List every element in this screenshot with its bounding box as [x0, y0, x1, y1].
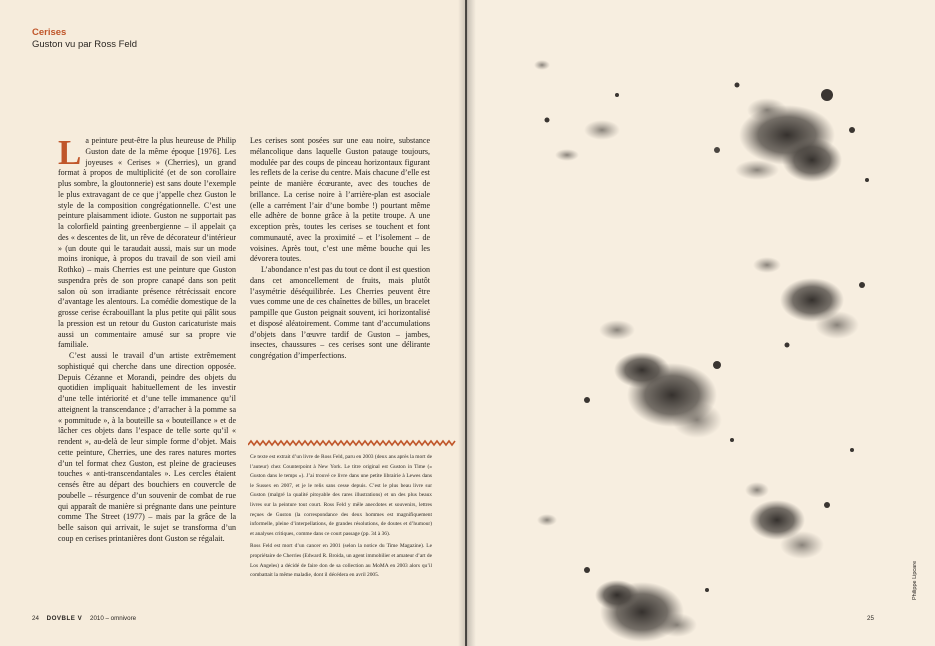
right-page	[467, 0, 935, 646]
page-gutter	[458, 0, 476, 646]
drop-cap: L	[58, 133, 82, 172]
article-subtitle: Guston vu par Ross Feld	[32, 39, 138, 50]
text-column-1	[58, 133, 236, 545]
right-page-number: 25	[867, 615, 874, 622]
note-paragraph-2: Ross Feld est mort d’un cancer en 2001 (selon la notice du Time Magazine). Le propriétaire de Cherries (Edward R. Broida, un agent immobilier et amateur d’art de Los Angeles) a décidé de faire don de sa collection au MoMA en 2003 alors qu’il combattait la même maladie, dont il décédera en avril 2005.	[250, 543, 432, 579]
splatter-lower-right	[745, 448, 854, 559]
left-page-number: 24	[32, 615, 39, 622]
issue-label: 2010 – omnivore	[90, 615, 137, 622]
paragraph-4: L’abondance n’est pas du tout ce dont il est question dans cet amoncellement de fruits, mais plutôt l’asymétrie déséquilibrée. Les Cherries peuvent être vues comme une de ces chaînettes de billes, un bracelet pampille que Guston peignait souvent, ici horizontalisé et disposé aléatoirement. Comme tant d’accumulations d’objets dans l’œuvre tardif de Guston – jambes, insectes, chaussures – ces cerises sont une délirante congrégation d’imperfections.	[250, 265, 430, 360]
note-paragraph-1: Ce texte est extrait d’un livre de Ross Feld, paru en 2003 (deux ans après la mort de l’auteur) chez Counterpoint à New York. Le titre original est Guston in Time (« Guston dans le temps »). J’ai trouvé ce livre dans une petite librairie à Lewes dans le Sussex en 2007, et je le relis sans cesse depuis. C’est le plus beau livre sur Guston (malgré la qualité pitoyable des rares illustrations) et un des plus beaux livres sur la peinture tout court. Ross Feld y mêle anecdotes et souvenirs, lettres reçues de Guston (la correspondance des deux hommes est magnifiquement informelle, pleine d’interpellations, de grandes résolutions, de doutes et d’humour) et analyses critiques, comme dans ce court passage (pp. 34 à 36).	[250, 454, 432, 537]
splatter-top-right	[714, 83, 869, 183]
splatter-bottom	[537, 514, 709, 642]
splatter-middle	[584, 320, 734, 442]
paragraph-3: Les cerises sont posées sur une eau noire, substance mélancolique dans laquelle Guston patauge toujours, modulée par des coups de pinceau horizontaux figurant les reflets de la cerise du centre. Mais chacune d’elle est peinte de manière écœurante, avec des touches de brillance. La cerise noire à l’arrière-plan est asociale (elle a carrément l’air d’une bombe !) pourtant même elle adhère de bonne grâce à la petite troupe. A une exception près, toutes les cerises se touchent et font communauté, avec la proximité – et l’isolement – de voisines. Après tout, c’est une même bouche qui les dévorera toutes.	[250, 136, 430, 264]
splatter-right-middle	[753, 257, 865, 348]
splatter-left-small	[534, 60, 620, 161]
photo-credit: Philippe Lipcare	[912, 560, 918, 600]
zigzag-divider	[248, 439, 456, 447]
magazine-name: DOVBLE V	[46, 615, 83, 622]
paragraph-2: C’est aussi le travail d’un artiste extrêmement sophistiqué qui cherche dans une direction opposée. Depuis Cézanne et Morandi, peindre des objets du quotidien impliquait habituellement de les investir d’une telle intériorité et d’une telle immanence qu’il atteignent la transcendance ; d’arracher à la pomme sa « pommitude », à la bouteille sa « bouteillance » et de lâcher ces objets dans l’espace de telle sorte qu’il « rendent », au-delà de leur simple forme d’objet. Mais cette peinture, Cherries, une des rares natures mortes d’un tel format chez Guston, est pleine de gracieuses touches « anti-transcendantales ». Les cercles étaient censés être au départ des bouchiers en couvercle de poubelle – résurgence d’un souvenir de combat de rue qui apparaît de manière si prégnante dans une peinture comme The Street (1977) – mais par la grâce de la belle saison qui arrivait, le sujet se transforma d’un coup en cerises printanières dont Guston se régalait.	[58, 351, 236, 543]
ink-splatter-artwork	[467, 0, 935, 646]
left-footer	[32, 615, 136, 622]
article-kicker: Cerises	[32, 27, 67, 38]
author-note	[250, 453, 432, 581]
paragraph-1	[58, 133, 236, 351]
text-column-2	[250, 136, 430, 362]
left-page	[0, 0, 465, 646]
paragraph-1-text: a peinture peut-être la plus heureuse de Philip Guston date de la même époque [1976]. Les joyeuses « Cerises » (Cherries), un grand format à propos de multiplicité (et de son corollaire plus sombre, la gloutonnerie) est sans doute l’exemple le plus extravagant de ce que j’appelle chez Guston le style de la composition congrégationnelle. C’est une peinture plaisamment idiote. Guston ne supportait pas la colorfield painting greenbergienne – il appelait ça des « descentes de lit, un rêve de décorateur d’intérieur » (un doute qui le taraudait aussi, mais sur un mode moins ironique, à propos du travail de son vieil ami Rothko) – mais Cherries est une peinture que Guston suspendra près de son propre canapé dans son petit salon où son irradiante présence rétrécissait encore d’avantage les alentours. La comédie domestique de la grosse cerise écrabouillant la plus petite qui pâlit sous la pression est un retour du Guston caricaturiste mais aussi un commentaire amusé sur sa propre vie familiale.	[58, 136, 236, 350]
